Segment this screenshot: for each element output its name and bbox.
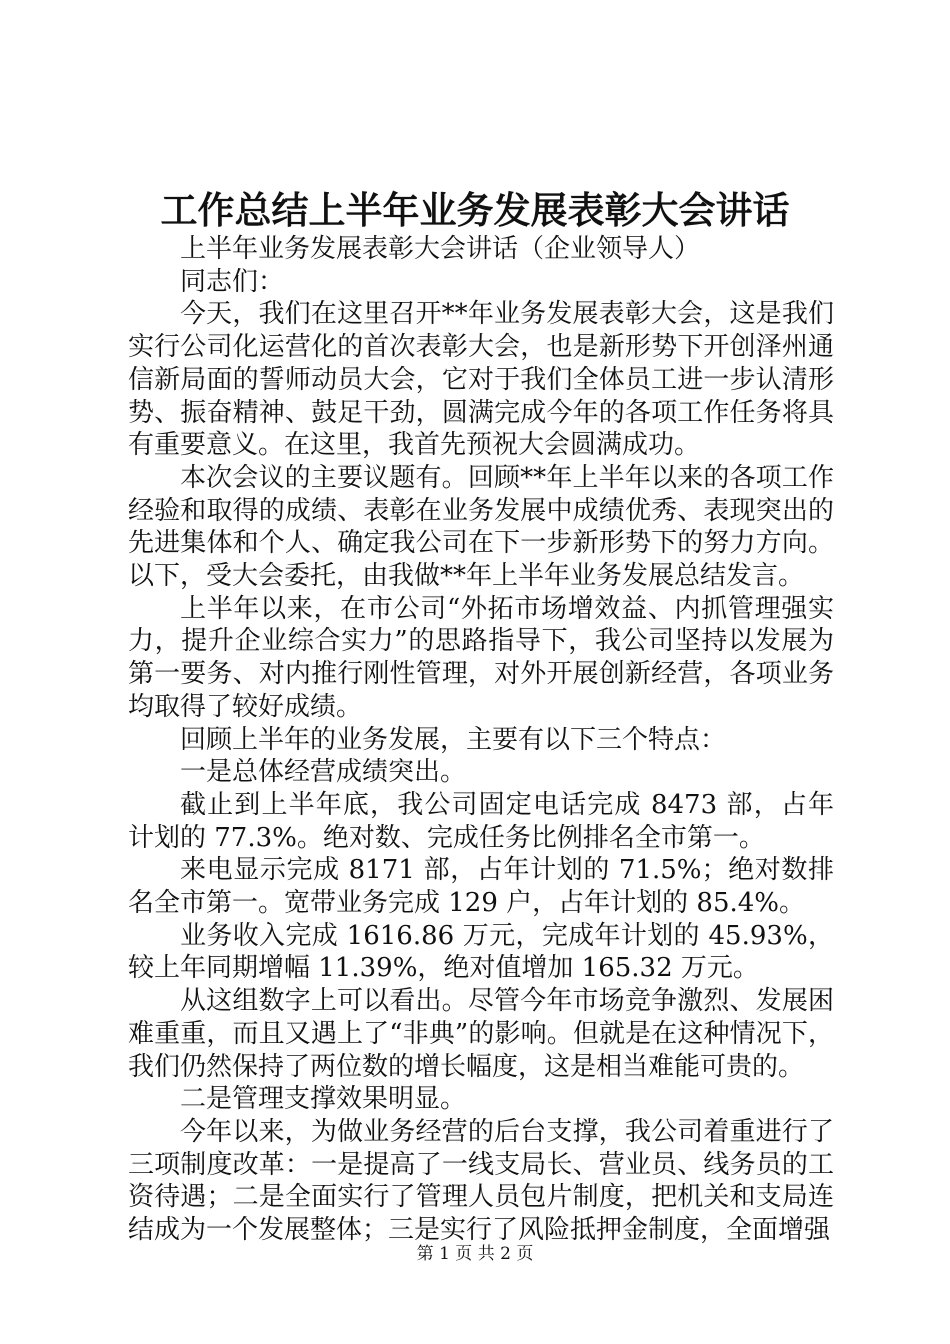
- body-paragraph: 回顾上半年的业务发展，主要有以下三个特点：: [180, 724, 727, 755]
- salutation-paragraph: 同志们：: [180, 266, 285, 297]
- body-paragraph: 从这组数字上可以看出。尽管今年市场竞争激烈、发展困难重重，而且又遇上了“非典”的影响。但就是在这种情况下，我们仍然保持了两位数的增长幅度，这是相当难能可贵的。: [128, 986, 834, 1082]
- subtitle-paragraph: 上半年业务发展表彰大会讲话（企业领导人）: [180, 234, 701, 264]
- document-body: [128, 233, 834, 1247]
- section-heading-paragraph: 二是管理支撑效果明显。: [180, 1084, 467, 1115]
- body-paragraph: 来电显示完成 8171 部，占年计划的 71.5%；绝对数排名全市第一。宽带业务完成 129 户，占年计划的 85.4%。: [128, 855, 834, 919]
- body-paragraph: 上半年以来，在市公司“外拓市场增效益、内抓管理强实力，提升企业综合实力”的思路指导下，我公司坚持以发展为第一要务、对内推行刚性管理，对外开展创新经营，各项业务均取得了较好成绩。: [128, 593, 834, 722]
- body-paragraph: 截止到上半年底，我公司固定电话完成 8473 部，占年计划的 77.3%。绝对数、完成任务比例排名全市第一。: [128, 789, 834, 853]
- body-paragraph: 今天，我们在这里召开**年业务发展表彰大会，这是我们实行公司化运营化的首次表彰大会，也是新形势下开创泽州通信新局面的誓师动员大会，它对于我们全体员工进一步认清形势、振奋精神、鼓足干劲，圆满完成今年的各项工作任务将具有重要意义。在这里，我首先预祝大会圆满成功。: [128, 299, 834, 461]
- body-paragraph: 业务收入完成 1616.86 万元，完成年计划的 45.93%，较上年同期增幅 11.39%，绝对值增加 165.32 万元。: [128, 920, 834, 984]
- body-paragraph: 今年以来，为做业务经营的后台支撑，我公司着重进行了三项制度改革：一是提高了一线支局长、营业员、线务员的工资待遇；二是全面实行了管理人员包片制度，把机关和支局连结成为一个发展整体；三是实行了风险抵押金制度，全面增强: [128, 1116, 834, 1246]
- section-heading-paragraph: 一是总体经营成绩突出。: [180, 757, 467, 788]
- body-paragraph: 本次会议的主要议题有。回顾**年上半年以来的各项工作经验和取得的成绩、表彰在业务发展中成绩优秀、表现突出的先进集体和个人、确定我公司在下一步新形势下的努力方向。以下，受大会委托，由我做**年上半年业务发展总结发言。: [128, 462, 834, 592]
- page-footer: 第 1 页 共 2 页: [416, 1244, 534, 1264]
- document-title: 工作总结上半年业务发展表彰大会讲话: [160, 188, 790, 232]
